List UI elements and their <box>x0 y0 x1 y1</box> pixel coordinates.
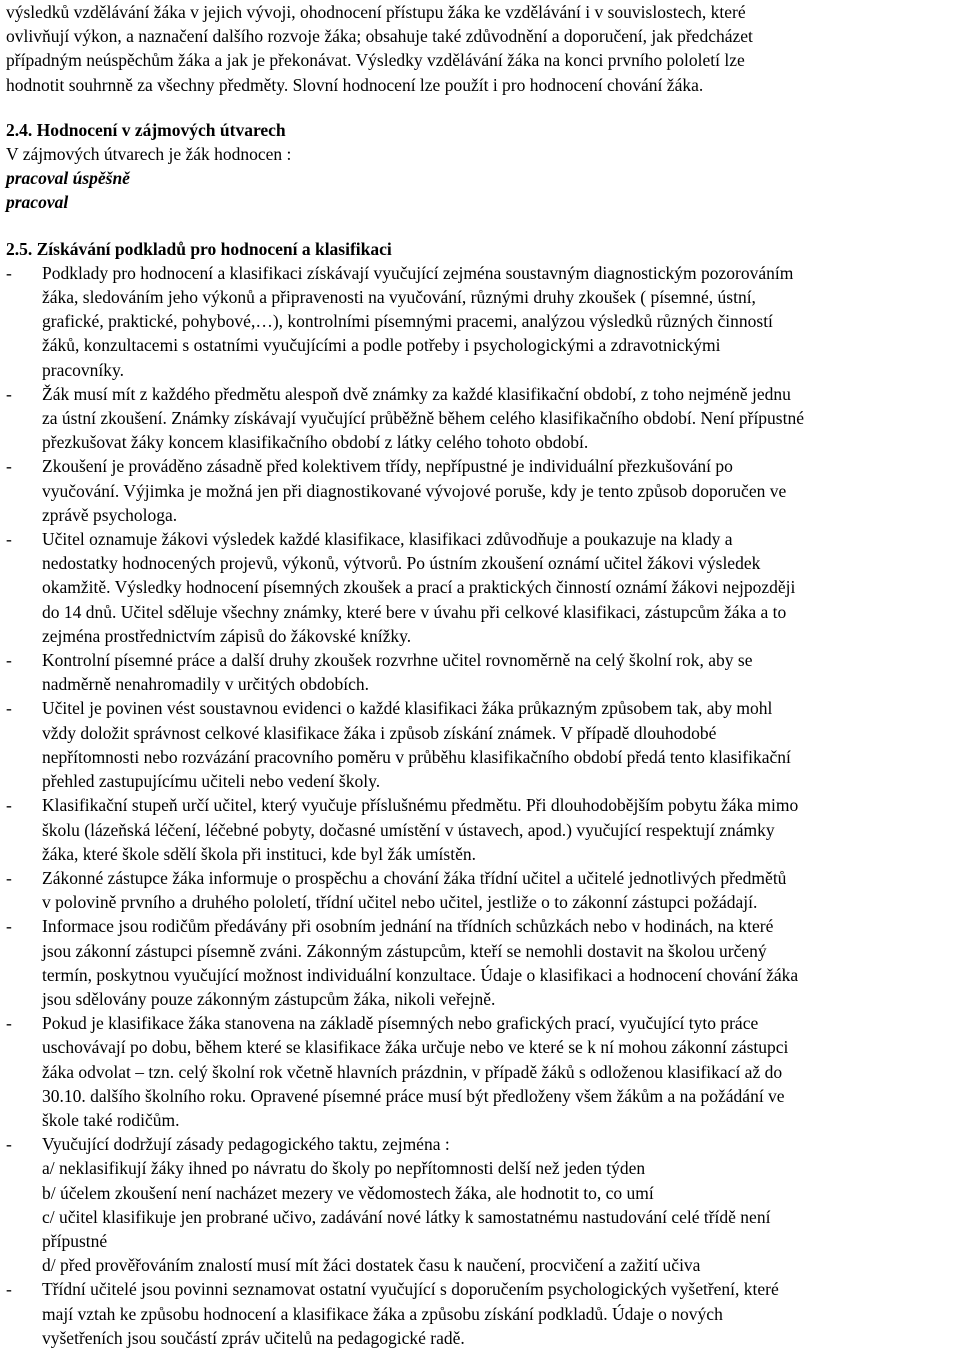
dash-marker: - <box>6 650 12 671</box>
list-item-line: jsou sdělovány pouze zákonným zástupcům žáka, nikoli veřejně. <box>42 988 496 1009</box>
dash-marker: - <box>6 262 12 283</box>
dash-marker: - <box>6 1134 12 1155</box>
list-item-line: grafické, praktické, pohybové,…), kontrolními písemnými pracemi, analýzou výsledků různých činností <box>42 311 773 332</box>
list-item-line: do 14 dnů. Učitel sděluje všechny známky, které bere v úvahu při celkové klasifikaci, zástupcům žáka a to <box>42 601 787 622</box>
dash-marker: - <box>6 383 12 404</box>
intro-paragraph <box>6 0 948 97</box>
list-item-line: termín, poskytnou vyučující možnost individuální konzultace. Údaje o klasifikaci a hodnocení chování žáka <box>42 964 799 985</box>
list-item-line: c/ učitel klasifikuje jen probrané učivo, zadávání nové látky k samostatnému nastudování celé třídě není <box>42 1206 771 1227</box>
list-item-line: a/ neklasifikují žáky ihned po návratu do školy po nepřítomnosti delší než jeden týden <box>42 1158 646 1179</box>
list-item <box>6 527 948 648</box>
list-item-line: Třídní učitelé jsou povinni seznamovat ostatní vyučující s doporučením psychologických vyšetření, které <box>42 1279 779 1300</box>
dash-marker: - <box>6 867 12 888</box>
dash-marker: - <box>6 795 12 816</box>
list-item-line: nadměrně nenahromadily v určitých obdobích. <box>42 674 370 695</box>
list-item <box>6 382 948 455</box>
list-item <box>6 866 948 914</box>
list-item-line: přípustné <box>42 1230 108 1251</box>
list-item <box>6 1132 948 1277</box>
list-item-line: Podklady pro hodnocení a klasifikaci získávají vyučující zejména soustavným diagnostickým pozorováním <box>42 262 794 283</box>
dash-marker: - <box>6 1013 12 1034</box>
section-2-5 <box>6 237 948 1350</box>
section-2-4-heading: 2.4. Hodnocení v zájmových útvarech <box>6 119 286 140</box>
grade-option: pracoval úspěšně <box>6 168 130 189</box>
dash-marker: - <box>6 916 12 937</box>
section-2-4 <box>6 118 948 215</box>
list-item-line: žáků, konzultacemi s ostatními vyučujícími a podle potřeby i psychologickými a zdravotnickými <box>42 335 721 356</box>
list-item-line: zprávě psychologa. <box>42 504 178 525</box>
list-item-line: žáka, sledováním jeho výkonů a připravenosti na vyučování, různými druhy zkoušek ( písemné, ústní, <box>42 287 756 308</box>
intro-line: hodnotit souhrnně za všechny předměty. Slovní hodnocení lze použít i pro hodnocení chování žáka. <box>6 74 704 95</box>
list-item-line: Kontrolní písemné práce a další druhy zkoušek rozvrhne učitel rovnoměrně na celý školní rok, aby se <box>42 650 753 671</box>
list-item <box>6 696 948 793</box>
list-item-line: školu (lázeňská léčení, léčebné pobyty, dočasné umístění v ústavech, apod.) vyučující respektují známky <box>42 819 775 840</box>
list-item-line: Informace jsou rodičům předávány při osobním jednání na třídních schůzkách nebo v hodinách, na které <box>42 916 774 937</box>
list-item-line: d/ před prověřováním znalostí musí mít žáci dostatek času k naučení, procvičení a zažití učiva <box>42 1255 701 1276</box>
list-item-line: 30.10. dalšího školního roku. Opravené písemné práce musí být předloženy všem žákům a na požádání ve <box>42 1085 785 1106</box>
dash-marker: - <box>6 698 12 719</box>
list-item-line: vždy doložit správnost celkové klasifikace žáka i způsob získání známek. V případě dlouhodobé <box>42 722 717 743</box>
section-2-4-text: V zájmových útvarech je žák hodnocen : <box>6 144 292 165</box>
bullet-list <box>6 261 948 1350</box>
dash-marker: - <box>6 529 12 550</box>
list-item-line: mají vztah ke způsobu hodnocení a klasifikace žáka a způsobu získání podkladů. Údaje o nových <box>42 1303 723 1324</box>
dash-marker: - <box>6 456 12 477</box>
list-item-line: jsou zákonní zástupci písemně zváni. Zákonným zástupcům, kteří se nemohli dostavit na školou určený <box>42 940 767 961</box>
section-2-5-heading: 2.5. Získávání podkladů pro hodnocení a klasifikaci <box>6 238 392 259</box>
list-item-line: žáka, které škole sdělí škola při instituci, kde byl žák umístěn. <box>42 843 476 864</box>
list-item-line: pracovníky. <box>42 359 124 380</box>
list-item-line: Zkoušení je prováděno zásadně před kolektivem třídy, nepřípustné je individuální přezkušování po <box>42 456 733 477</box>
list-item-line: škole také rodičům. <box>42 1109 180 1130</box>
list-item <box>6 1277 948 1350</box>
list-item-line: uschovávají po dobu, během které se klasifikace žáka určuje nebo ve které se k ní mohou zákonní zástupci <box>42 1037 789 1058</box>
intro-line: výsledků vzdělávání žáka v jejich vývoji, ohodnocení přístupu žáka ke vzdělávání i v souvislostech, které <box>6 2 746 22</box>
list-item-line: vyučování. Výjimka je možná jen při diagnostikované vývojové poruše, kdy je tento způsob doporučen ve <box>42 480 787 501</box>
list-item <box>6 793 948 866</box>
list-item-line: vyšetřeních jsou součástí zpráv učitelů na pedagogické radě. <box>42 1327 465 1348</box>
list-item-line: b/ účelem zkoušení není nacházet mezery ve vědomostech žáka, ale hodnotit to, co umí <box>42 1182 654 1203</box>
intro-line: ovlivňují výkon, a naznačení dalšího rozvoje žáka; obsahuje také zdůvodnění a doporučení, jak předcházet <box>6 26 753 47</box>
list-item-line: Zákonné zástupce žáka informuje o prospěchu a chování žáka třídní učitel a učitelé jednotlivých předmětů <box>42 867 787 888</box>
list-item-line: Učitel je povinen vést soustavnou evidenci o každé klasifikaci žáka průkazným způsobem tak, aby mohl <box>42 698 773 719</box>
list-item-line: žáka odvolat – tzn. celý školní rok včetně hlavních prázdnin, v případě žáků s odloženou klasifikací až do <box>42 1061 783 1082</box>
dash-marker: - <box>6 1279 12 1300</box>
list-item <box>6 261 948 382</box>
list-item-line: Klasifikační stupeň určí učitel, který vyučuje příslušnému předmětu. Při dlouhodobějším pobytu žáka mimo <box>42 795 799 816</box>
intro-line: případným neúspěchům žáka a jak je překonávat. Výsledky vzdělávání žáka na konci prvního pololetí lze <box>6 50 745 71</box>
list-item-line: nepřítomnosti nebo rozvázání pracovního poměru v průběhu klasifikačního období předá tento klasifikační <box>42 746 791 767</box>
list-item-line: nedostatky hodnocených projevů, výkonů, výtvorů. Po ústním zkoušení oznámí učitel žákovi výsledek <box>42 553 761 574</box>
list-item-line: přehled zastupujícímu učiteli nebo vedení školy. <box>42 771 381 792</box>
list-item <box>6 648 948 696</box>
list-item-line: přezkušovat žáky koncem klasifikačního období z látky celého tohoto období. <box>42 432 589 453</box>
list-item-line: Vyučující dodržují zásady pedagogického taktu, zejména : <box>42 1134 450 1155</box>
list-item-line: Žák musí mít z každého předmětu alespoň dvě známky za každé klasifikační období, z toho nejméně jednu <box>42 383 791 404</box>
list-item-line: za ústní zkoušení. Známky získávají vyučující průběžně během celého klasifikačního období. Není přípustné <box>42 408 805 429</box>
list-item-line: zejména prostřednictvím zápisů do žákovské knížky. <box>42 625 412 646</box>
grade-option: pracoval <box>6 192 69 213</box>
list-item-line: okamžitě. Výsledky hodnocení písemných zkoušek a prací a praktických činností oznámí žákovi nejpozději <box>42 577 796 598</box>
list-item-line: Pokud je klasifikace žáka stanovena na základě písemných nebo grafických prací, vyučující tyto práce <box>42 1013 759 1034</box>
list-item <box>6 1011 948 1132</box>
list-item <box>6 914 948 1011</box>
list-item-line: v polovině prvního a druhého pololetí, třídní učitel nebo učitel, jestliže o to zákonní zástupci požádají. <box>42 892 758 913</box>
list-item-line: Učitel oznamuje žákovi výsledek každé klasifikace, klasifikaci zdůvodňuje a poukazuje na klady a <box>42 529 733 550</box>
list-item <box>6 454 948 527</box>
